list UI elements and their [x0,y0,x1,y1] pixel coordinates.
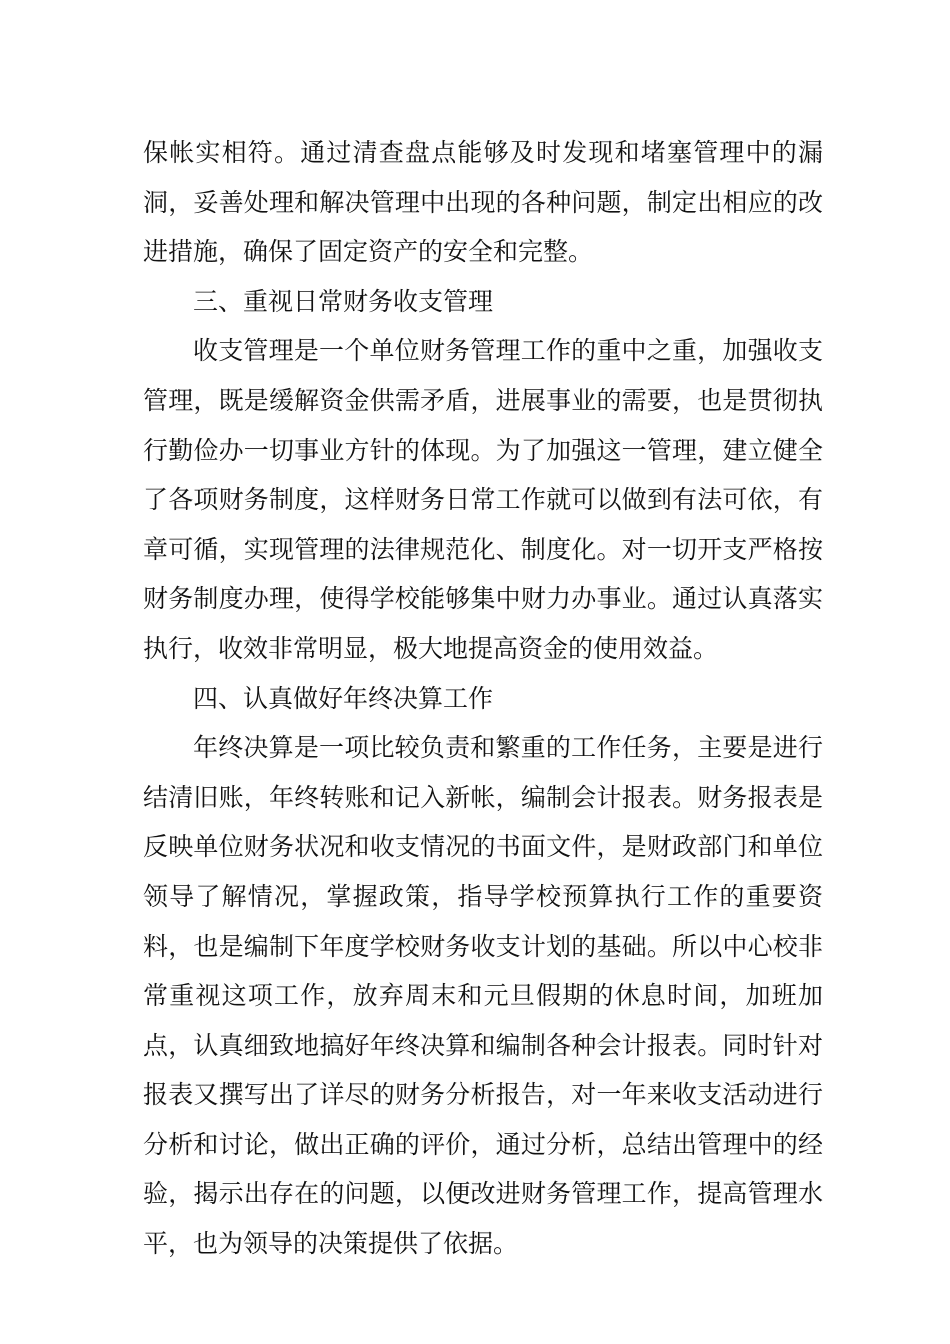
section-heading-4: 四、认真做好年终决算工作 [193,683,494,713]
paragraph-continuation: 保帐实相符。通过清查盘点能够及时发现和堵塞管理中的漏洞，妥善处理和解决管理中出现的各种问题，制定出相应的改进措施，确保了固定资产的安全和完整。 [143,138,823,267]
paragraph-revenue-expenditure: 收支管理是一个单位财务管理工作的重中之重，加强收支管理，既是缓解资金供需矛盾，进展事业的需要，也是贯彻执行勤俭办一切事业方针的体现。为了加强这一管理，建立健全了各项财务制度，这样财务日常工作就可以做到有法可依，有章可循，实现管理的法律规范化、制度化。对一切开支严格按财务制度办理，使得学校能够集中财力办事业。通过认真落实执行，收效非常明显，极大地提高资金的使用效益。 [143,336,823,663]
document-body [143,128,823,1269]
section-heading-3: 三、重视日常财务收支管理 [193,286,494,316]
paragraph-year-end-accounts: 年终决算是一项比较负责和繁重的工作任务，主要是进行结清旧账，年终转账和记入新帐，编制会计报表。财务报表是反映单位财务状况和收支情况的书面文件，是财政部门和单位领导了解情况，掌握政策，指导学校预算执行工作的重要资料，也是编制下年度学校财务收支计划的基础。所以中心校非常重视这项工作，放弃周末和元旦假期的休息时间，加班加点，认真细致地搞好年终决算和编制各种会计报表。同时针对报表又撰写出了详尽的财务分析报告，对一年来收支活动进行分析和讨论，做出正确的评价，通过分析，总结出管理中的经验，揭示出存在的问题，以便改进财务管理工作，提高管理水平，也为领导的决策提供了依据。 [143,733,823,1259]
